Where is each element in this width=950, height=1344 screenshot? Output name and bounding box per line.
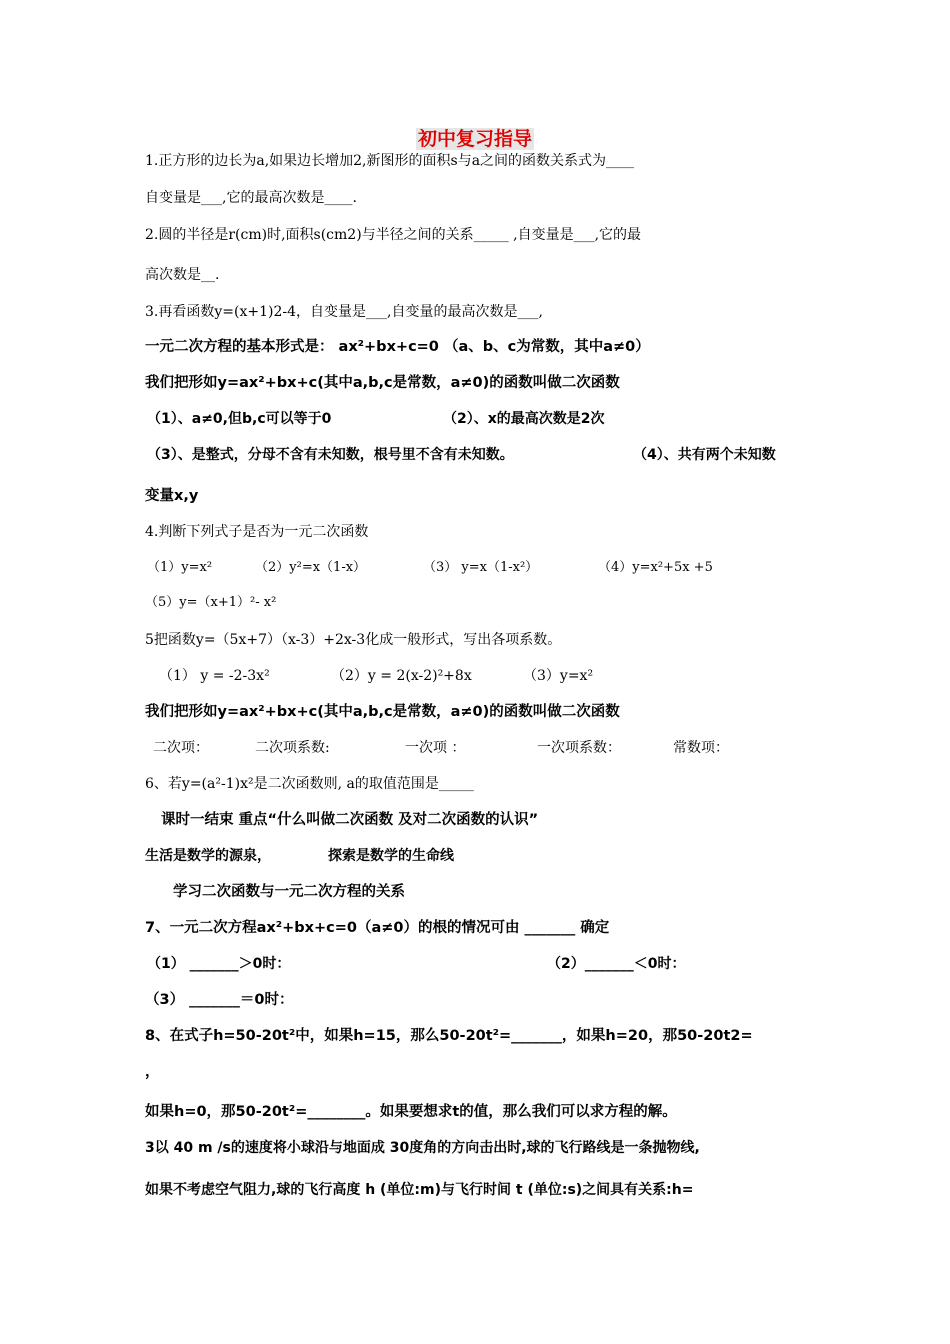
term-constant: 常数项：: [673, 740, 729, 756]
motto-left: 生活是数学的源泉，: [145, 848, 271, 864]
q8-line2: 如果h=0，那50-20t²=________。如果要想求t的值，那么我们可以求方程的解。: [145, 1104, 677, 1120]
quadratic-function-definition: 我们把形如y=ax²+bx+c(其中a,b,c是常数，a≠0)的函数叫做二次函数: [145, 375, 620, 391]
lesson-end-note: 课时一结束 重点“什么叫做二次函数 及对二次函数的认识”: [161, 812, 539, 828]
term-linear-coefficient: 一次项系数：: [537, 740, 621, 756]
q2-line2: 高次数是__.: [145, 267, 220, 283]
q8-line1-continuation: ，: [145, 1064, 160, 1080]
q4-item-2: （2）y²=x（1-x）: [255, 560, 367, 575]
condition-1: （1）、a≠0,但b,c可以等于0: [147, 411, 332, 427]
q1-line1: 1.正方形的边长为a,如果边长增加2,新图形的面积s与a之间的函数关系式为____: [145, 153, 635, 169]
q4-item-4: （4）y=x²+5x +5: [598, 560, 713, 575]
q5-item-1: （1） y = -2-3x²: [159, 668, 270, 684]
q5-definition: 我们把形如y=ax²+bx+c(其中a,b,c是常数，a≠0)的函数叫做二次函数: [145, 704, 620, 720]
term-quadratic: 二次项：: [153, 740, 209, 756]
condition-3: （3）、是整式，分母不含有未知数，根号里不含有未知数。: [147, 447, 514, 463]
q7-case-1: （1） _______＞0时：: [147, 956, 291, 972]
q5-prompt: 5把函数y=（5x+7）（x-3）+2x-3化成一般形式，写出各项系数。: [145, 632, 562, 648]
q9-line1: 3以 40 m /s的速度将小球沿与地面成 30度角的方向击出时,球的飞行路线是一条抛物线,: [145, 1140, 700, 1156]
q2-line1: 2.圆的半径是r(cm)时,面积s(cm2)与半径之间的关系_____ ,自变量是___,它的最: [145, 227, 642, 243]
term-linear: 一次项 ：: [405, 740, 466, 756]
motto-right: 探索是数学的生命线: [328, 848, 454, 864]
q4-prompt: 4.判断下列式子是否为一元二次函数: [145, 524, 369, 540]
q9-line2: 如果不考虑空气阻力,球的飞行高度 h (单位:m)与飞行时间 t (单位:s)之间具有关系:h=: [145, 1182, 694, 1198]
term-quadratic-coefficient: 二次项系数:: [255, 740, 330, 756]
page-title-text: 初中复习指导: [417, 128, 532, 150]
condition-4: （4）、共有两个未知数: [633, 447, 776, 463]
q4-item-1: （1）y=x²: [147, 560, 213, 575]
condition-2: （2）、x的最高次数是2次: [443, 411, 605, 427]
section-heading: 学习二次函数与一元二次方程的关系: [173, 884, 405, 900]
q8-line1: 8、在式子h=50-20t²中，如果h=15，那么50-20t²=_______，如果h=20，那50-20t2=: [145, 1028, 753, 1044]
quadratic-equation-form: 一元二次方程的基本形式是： ax²+bx+c=0 （a、b、c为常数，其中a≠0）: [145, 339, 650, 355]
page-title: [0, 124, 950, 151]
condition-4-continuation: 变量x,y: [145, 488, 199, 504]
q7-case-3: （3） _______＝0时：: [145, 992, 294, 1008]
q5-item-3: （3）y=x²: [523, 668, 594, 684]
q6-prompt: 6、若y=(a²-1)x²是二次函数则, a的取值范围是_____: [145, 776, 474, 792]
q3-line1: 3.再看函数y=(x+1)2-4，自变量是___,自变量的最高次数是___,: [145, 304, 543, 320]
q4-item-3: （3） y=x（1-x²）: [423, 560, 539, 575]
q4-item-5: （5）y=（x+1）²- x²: [145, 595, 277, 610]
q1-line2: 自变量是___,它的最高次数是____.: [145, 190, 357, 206]
q7-prompt: 7、一元二次方程ax²+bx+c=0（a≠0）的根的情况可由 _______ 确定: [145, 920, 610, 936]
q7-case-2: （2）_______＜0时：: [547, 956, 686, 972]
q5-item-2: （2）y = 2(x-2)²+8x: [331, 668, 472, 684]
